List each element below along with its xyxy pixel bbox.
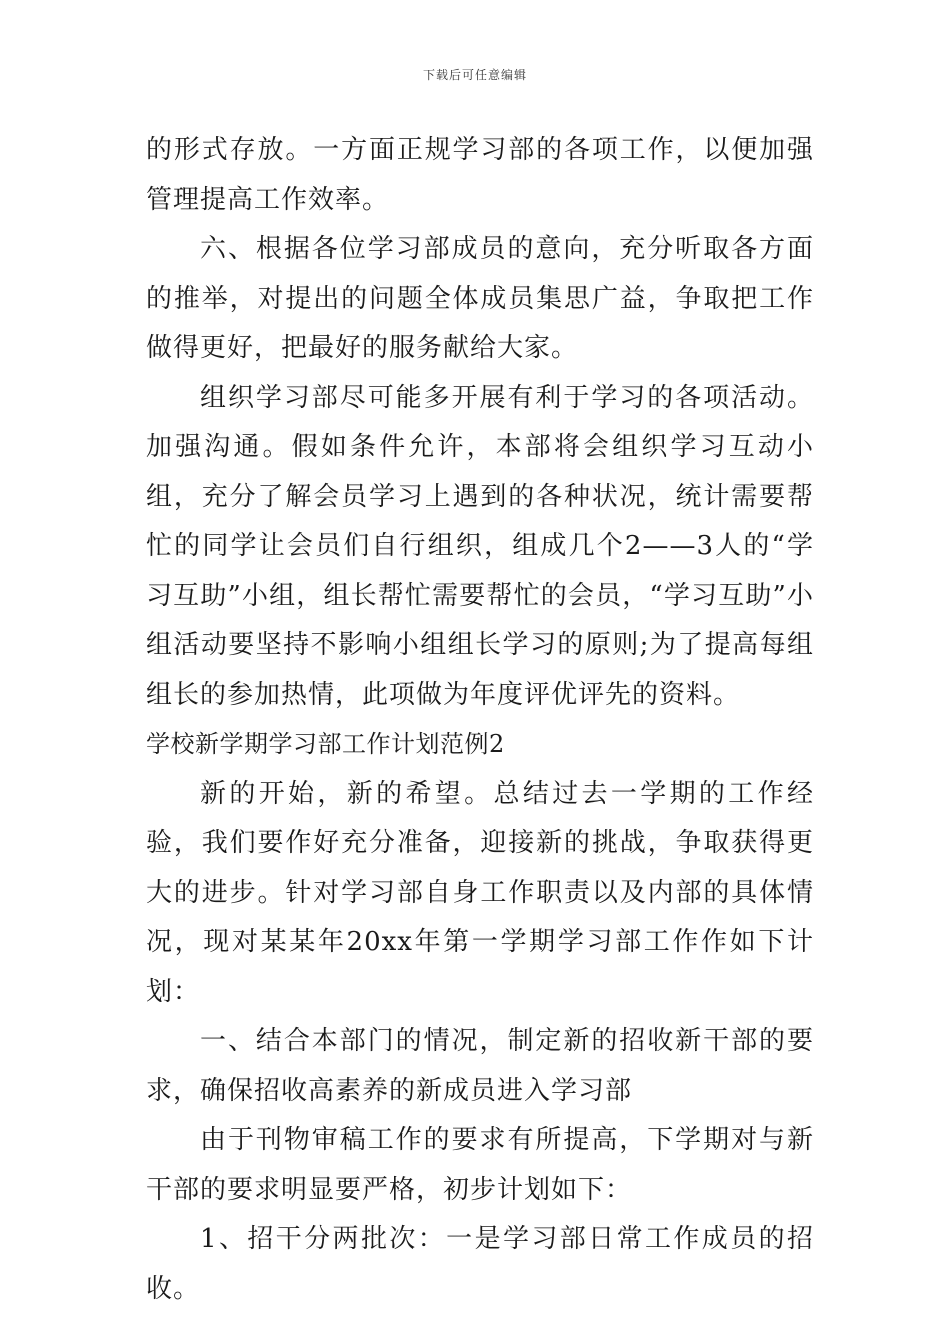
paragraph-requirements: 由于刊物审稿工作的要求有所提高，下学期对与新干部的要求明显要严格，初步计划如下： [146, 1125, 814, 1205]
paragraph-continuation: 的形式存放。一方面正规学习部的各项工作，以便加强管理提高工作效率。 [146, 135, 814, 215]
paragraph-item-one: 一、结合本部门的情况，制定新的招收新干部的要求，确保招收高素养的新成员进入学习部 [146, 1026, 814, 1106]
paragraph-list-item-1: 1、招干分两批次：一是学习部日常工作成员的招收。 [146, 1224, 814, 1304]
paragraph-activities: 组织学习部尽可能多开展有利于学习的各项活动。加强沟通。假如条件允许，本部将会组织学习互动小组，充分了解会员学习上遇到的各种状况，统计需要帮忙的同学让会员们自行组织，组成几个2——3人的“学习互助”小组，组长帮忙需要帮忙的会员，“学习互助”小组活动要坚持不影响小组组长学习的原则;为了提高每组组长的参加热情，此项做为年度评优评先的资料。 [146, 382, 814, 710]
document-body [146, 126, 814, 1314]
paragraph-item-six: 六、根据各位学习部成员的意向，充分听取各方面的推举，对提出的问题全体成员集思广益，争取把工作做得更好，把最好的服务献给大家。 [146, 234, 814, 363]
paragraph-intro: 新的开始，新的希望。总结过去一学期的工作经验，我们要作好充分准备，迎接新的挑战，争取获得更大的进步。针对学习部自身工作职责以及内部的具体情况，现对某某年20xx年第一学期学习部工作作如下计划： [146, 778, 814, 1007]
section-heading: 学校新学期学习部工作计划范例2 [146, 730, 505, 758]
page-header-note: 下载后可任意编辑 [422, 68, 527, 82]
